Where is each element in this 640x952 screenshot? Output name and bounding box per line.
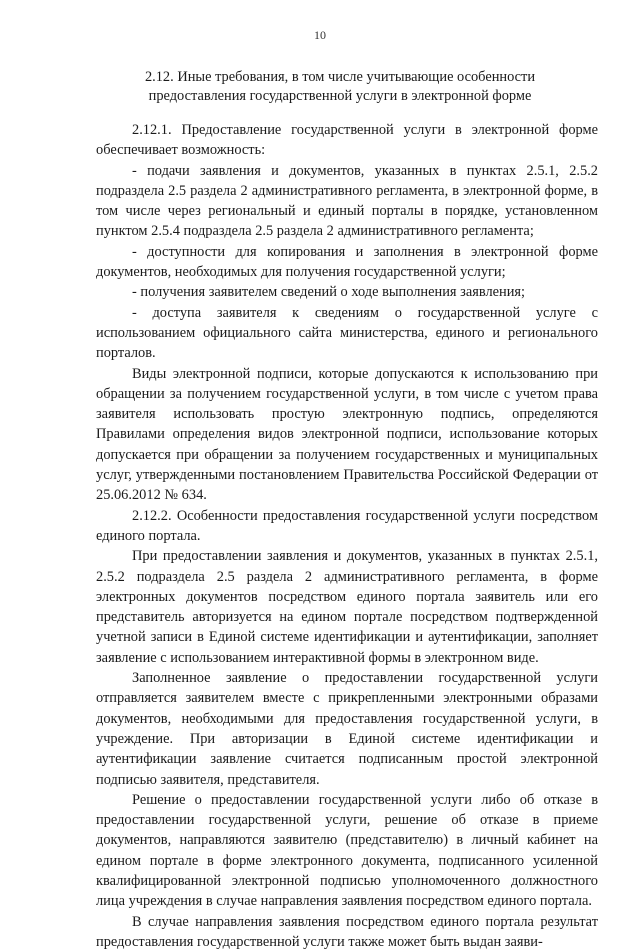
- paragraph: Виды электронной подписи, которые допускаются к использованию при обращении за получением государственной услуги, в том числе с учетом права заявителя использовать простую электронную подпись, определяются Правилами определения видов электронной подписи, использование которых допускается при обращении за получением государственных и муниципальных услуг, утвержденными постановлением Правительства Российской Федерации от 25.06.2012 № 634.: [96, 365, 598, 504]
- list-item: - получения заявителем сведений о ходе выполнения заявления;: [132, 284, 526, 301]
- document-body: [96, 120, 598, 952]
- list-item: - доступности для копирования и заполнения в электронной форме документов, необходимых для получения государственной услуги;: [96, 243, 598, 281]
- page-number: 10: [314, 28, 326, 42]
- paragraph: 2.12.1. Предоставление государственной услуги в электронной форме обеспечивает возможность:: [96, 122, 598, 159]
- paragraph: Заполненное заявление о предоставлении государственной услуги отправляется заявителем вместе с прикрепленными электронными образами документов, необходимыми для предоставления государственной услуги, в учреждение. При авторизации в Единой системе идентификации и аутентификации заявление считается подписанным простой электронной подписью заявителя, представителя.: [96, 670, 598, 788]
- section-heading: 2.12. Иные требования, в том числе учитывающие особенности предоставления государственной услуги в электронной форме: [144, 69, 536, 104]
- list-item: - доступа заявителя к сведениям о государственной услуге с использованием официального сайта министерства, единого и регионального порталов.: [96, 304, 598, 362]
- paragraph: При предоставлении заявления и документов, указанных в пунктах 2.5.1, 2.5.2 подраздела 2.5 раздела 2 административного регламента, в форме электронных документов посредством единого портала заявитель или его представитель авторизуется на едином портале посредством подтвержденной учетной записи в Единой системе идентификации и аутентификации, заполняет заявление с использованием интерактивной формы в электронном виде.: [96, 548, 598, 666]
- paragraph: В случае направления заявления посредством единого портала результат предоставления государственной услуги также может быть выдан заяви-: [96, 913, 598, 950]
- paragraph: Решение о предоставлении государственной услуги либо об отказе в предоставлении государственной услуги, решение об отказе в приеме документов, направляются заявителю (представителю) в личный кабинет на едином портале в форме электронного документа, подписанного усиленной квалифицированной электронной подписью уполномоченного должностного лица учреждения в случае направления заявления посредством единого портала.: [96, 791, 598, 910]
- list-item: - подачи заявления и документов, указанных в пунктах 2.5.1, 2.5.2 подраздела 2.5 раздела 2 административного регламента, в электронной форме, в том числе через региональный и единый порталы в порядке, установленном пунктом 2.5.4 подраздела 2.5 раздела 2 административного регламента;: [96, 162, 598, 240]
- paragraph: 2.12.2. Особенности предоставления государственной услуги посредством единого портала.: [96, 507, 598, 544]
